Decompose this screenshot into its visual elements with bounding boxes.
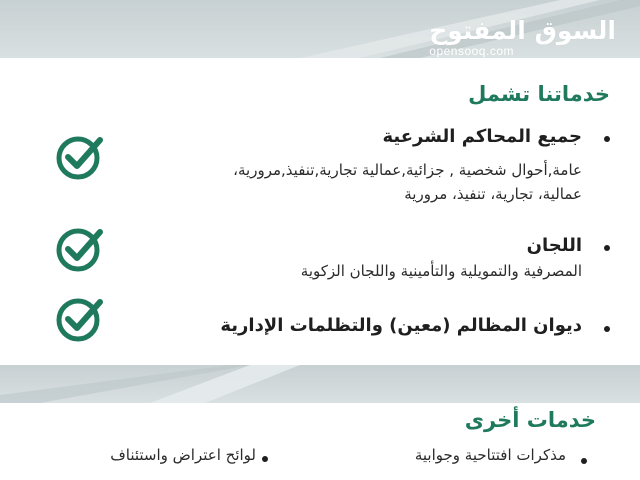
- service-item-desc: عامة,أحوال شخصية , جزائية,عمالية تجارية,تنفيذ,مرورية،: [233, 161, 582, 179]
- service-item-committees: [152, 233, 582, 283]
- check-circle-icon: [54, 292, 106, 344]
- bullet-dot: [604, 136, 610, 142]
- service-item-title: اللجان: [526, 235, 582, 256]
- header-band: [0, 0, 640, 58]
- service-item-sharia-courts: [152, 124, 582, 206]
- check-circle-icon: [54, 130, 106, 182]
- other-services-title: خدمات أخرى: [464, 408, 596, 432]
- service-item-title: ديوان المظالم (معين) والتظلمات الإدارية: [220, 315, 582, 336]
- service-item-desc: المصرفية والتمويلية والتأمينية واللجان الزكوية: [300, 262, 582, 280]
- other-service-item: مذكرات افتتاحية وجوابية: [414, 446, 566, 464]
- bullet-dot: [604, 245, 610, 251]
- logo-latin-text: opensooq.com: [429, 44, 514, 58]
- logo-arabic-text: السوق المفتوح: [429, 16, 616, 45]
- divider-band: [0, 365, 640, 403]
- opensooq-logo: [429, 16, 616, 58]
- service-item-grievances: [152, 313, 582, 339]
- bullet-dot: [604, 326, 610, 332]
- service-item-desc: عمالية، تجارية، تنفيذ، مرورية: [404, 185, 582, 203]
- service-item-title: جميع المحاكم الشرعية: [382, 126, 582, 147]
- other-service-item: لوائح اعتراض واستئناف: [110, 446, 256, 464]
- bullet-dot: [581, 458, 587, 464]
- bullet-dot: [262, 456, 268, 462]
- services-title: خدماتنا تشمل: [468, 82, 610, 106]
- check-circle-icon: [54, 222, 106, 274]
- divider-swoosh-graphic: [0, 365, 640, 403]
